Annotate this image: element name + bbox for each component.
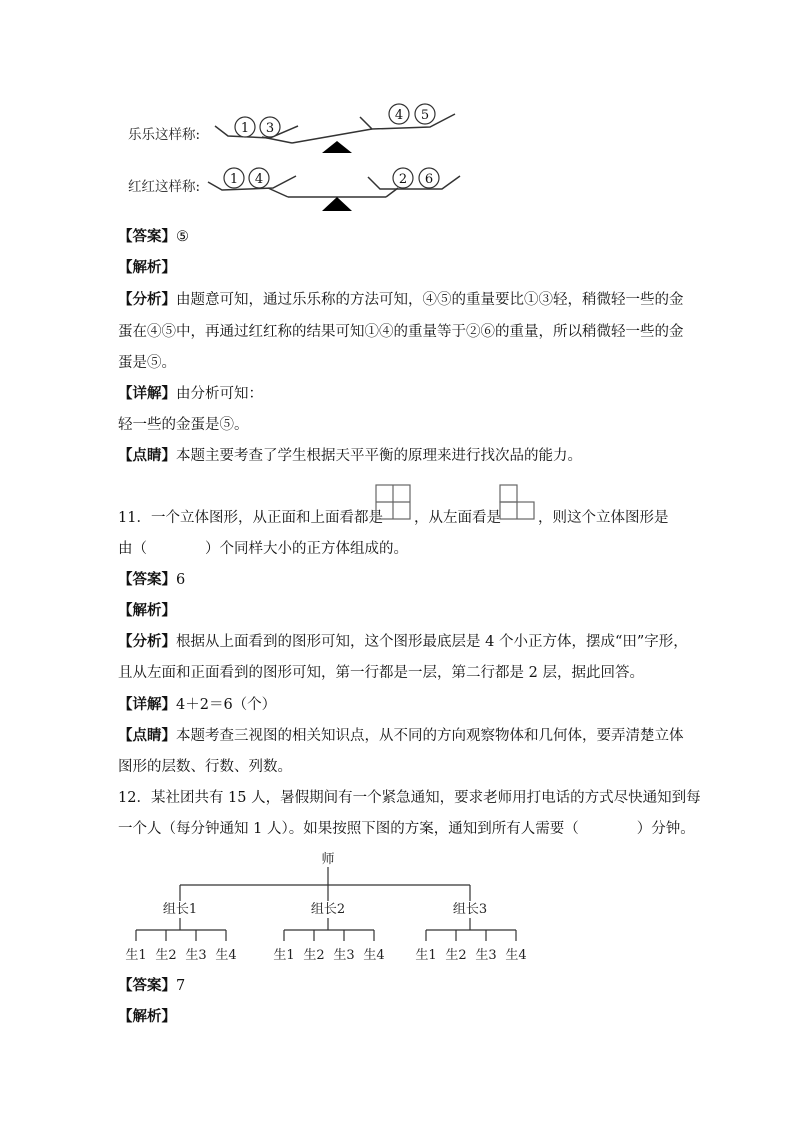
q11-question-line-1 — [118, 508, 383, 528]
tree-g2-student-2: 生2 — [303, 948, 325, 963]
q11-detail-text: 4＋2＝6（个） — [176, 697, 277, 713]
q12-answer-value: 7 — [176, 978, 186, 994]
lele-label: 乐乐这样称: — [128, 127, 201, 143]
q11-detail — [118, 695, 276, 715]
q11-analysis-text-1: 根据从上面看到的图形可知，这个图形最底层是 4 个小正方体，摆成“田”字形， — [176, 634, 688, 650]
q10-answer-tag: 【答案】 — [118, 228, 176, 245]
q12-jiexi-tag: 【解析】 — [118, 1008, 176, 1025]
q10-analysis-line-2: 蛋在④⑤中，再通过红红称的结果可知①④的重量等于②⑥的重量，所以稍微轻一些的金 — [118, 324, 684, 340]
q11-analysis-line-2: 且从左面和正面看到的图形可知，第一行都是一层，第二行都是 2 层，据此回答。 — [118, 665, 644, 681]
tree-g3-student-1: 生1 — [415, 948, 437, 963]
q11-text-a: 11．一个立体图形，从正面和上面看都是 — [118, 510, 383, 526]
q10-jiexi-tag: 【解析】 — [118, 259, 176, 276]
lele-right-num-1: 4 — [394, 108, 404, 123]
honghong-right-num-2: 6 — [424, 172, 434, 187]
q10-answer — [118, 227, 189, 247]
q12-notification-tree — [0, 845, 794, 970]
q10-comment — [118, 446, 582, 466]
honghong-fulcrum — [322, 197, 352, 211]
q11-comment-text-1: 本题考查三视图的相关知识点，从不同的方向观察物体和几何体，要弄清楚立体 — [176, 728, 684, 744]
honghong-left-num-2: 4 — [254, 172, 264, 187]
q11-comment-line-2: 图形的层数、行数、列数。 — [118, 759, 292, 775]
q11-left-view-figure — [498, 483, 536, 521]
q10-analysis-tag: 【分析】 — [118, 291, 176, 308]
q11-comment-line-1 — [118, 726, 684, 746]
tree-g1-student-3: 生3 — [185, 948, 207, 963]
honghong-right-num-1: 2 — [398, 172, 408, 187]
q11-text-b: ，从左面看是 — [414, 510, 501, 526]
tree-g2-student-3: 生3 — [333, 948, 355, 963]
q11-jiexi-tag: 【解析】 — [118, 602, 176, 619]
tree-group-3: 组长3 — [452, 902, 488, 917]
tree-g1-student-4: 生4 — [215, 948, 237, 963]
tree-group-1: 组长1 — [162, 902, 198, 917]
q10-detail-tag: 【详解】 — [118, 385, 176, 402]
q11-front-top-view-figure — [374, 483, 412, 521]
q10-comment-text: 本题主要考查了学生根据天平平衡的原理来进行找次品的能力。 — [176, 448, 582, 464]
q12-answer-tag: 【答案】 — [118, 977, 176, 994]
q10-detail-line-2: 轻一些的金蛋是⑤。 — [118, 417, 249, 433]
tree-teacher: 师 — [321, 852, 335, 867]
lele-right-num-2: 5 — [420, 108, 430, 123]
q11-analysis-line-1 — [118, 632, 688, 652]
tree-g1-student-2: 生2 — [155, 948, 177, 963]
q11-text-c: ，则这个立体图形是 — [538, 510, 669, 526]
q11-detail-tag: 【详解】 — [118, 696, 176, 713]
lele-left-num-1: 1 — [240, 121, 250, 136]
tree-g3-student-2: 生2 — [445, 948, 467, 963]
q11-analysis-tag: 【分析】 — [118, 633, 176, 650]
lele-left-num-2: 3 — [265, 121, 275, 136]
q11-answer — [118, 570, 185, 590]
q11-question-line-2: 由（ ）个同样大小的正方体组成的。 — [118, 541, 408, 557]
q11-answer-value: 6 — [176, 572, 186, 588]
q10-analysis-line-1 — [118, 290, 684, 310]
tree-g3-student-3: 生3 — [475, 948, 497, 963]
q10-analysis-line-3: 蛋是⑤。 — [118, 355, 176, 371]
tree-g2-student-4: 生4 — [363, 948, 385, 963]
honghong-label: 红红这样称: — [128, 179, 201, 195]
lele-fulcrum — [322, 141, 352, 153]
q10-analysis-text-1: 由题意可知，通过乐乐称的方法可知，④⑤的重量要比①③轻，稍微轻一些的金 — [176, 292, 684, 308]
q12-answer — [118, 976, 185, 996]
q10-detail-text-1: 由分析可知： — [176, 386, 263, 402]
tree-g2-student-1: 生1 — [273, 948, 295, 963]
q10-answer-value: ⑤ — [176, 229, 189, 245]
q12-question-line-1: 12．某社团共有 15 人，暑假期间有一个紧急通知，要求老师用打电话的方式尽快通知到每 — [118, 790, 701, 806]
q11-comment-tag: 【点睛】 — [118, 727, 176, 744]
q10-detail-line-1 — [118, 384, 263, 404]
balance-scales-drawing — [0, 0, 794, 230]
tree-g1-student-1: 生1 — [125, 948, 147, 963]
honghong-left-num-1: 1 — [229, 172, 239, 187]
q12-question-line-2: 一个人（每分钟通知 1 人）。如果按照下图的方案，通知到所有人需要（ ）分钟。 — [118, 821, 695, 837]
tree-g3-student-4: 生4 — [505, 948, 527, 963]
tree-group-2: 组长2 — [310, 902, 346, 917]
q11-answer-tag: 【答案】 — [118, 571, 176, 588]
q10-comment-tag: 【点睛】 — [118, 447, 176, 464]
